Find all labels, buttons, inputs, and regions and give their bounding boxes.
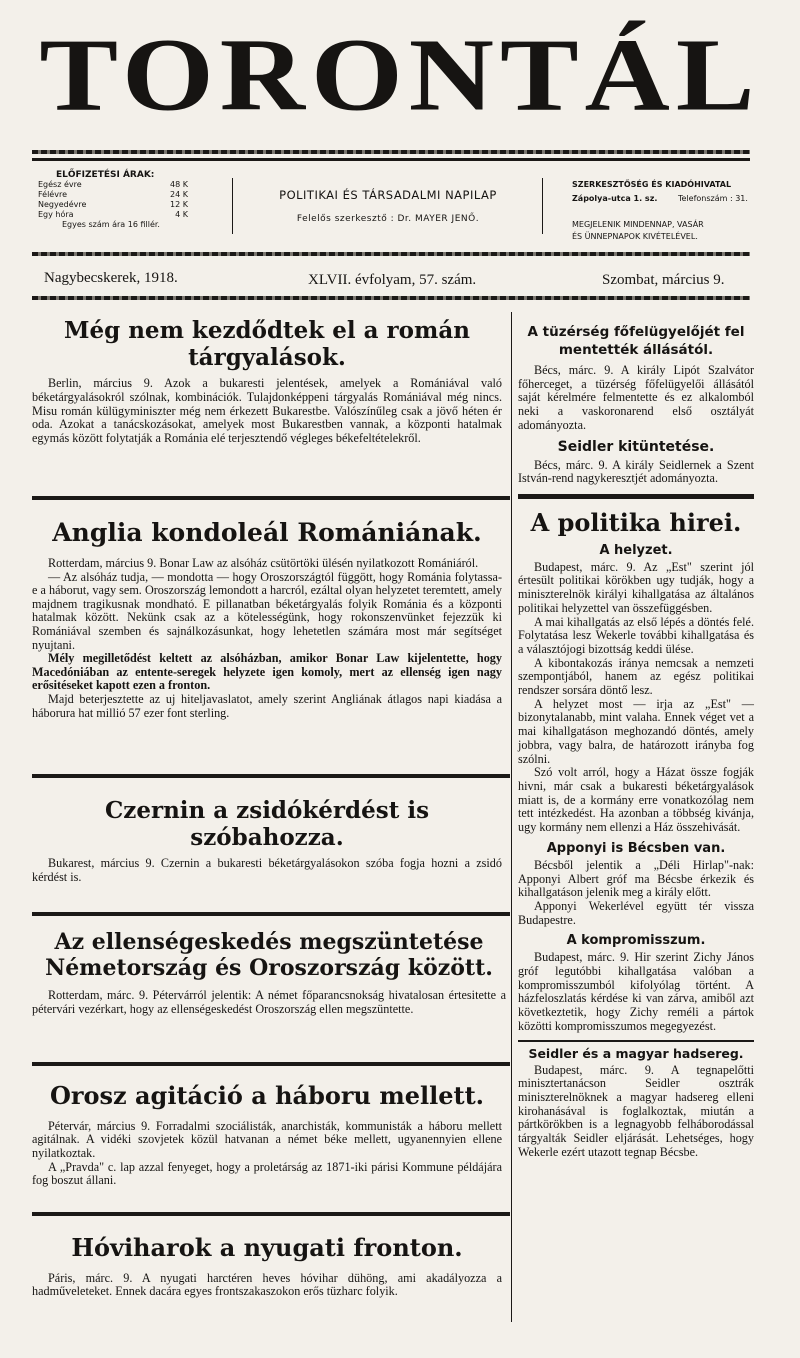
section-rule	[32, 912, 510, 916]
headline: Németország és Oroszország között.	[45, 954, 493, 981]
headline: Az ellenségeskedés megszüntetése	[54, 929, 484, 955]
column-divider	[511, 312, 512, 1322]
article-body: A mai kihallgatás az első lépés a döntés felé. Folytatása lesz Wekerle további kihallgatása és a választójogi bizottság keddi ülése.	[518, 614, 754, 656]
masthead-rule	[32, 150, 750, 154]
article-body: Apponyi Wekerlével együtt tér vissza Budapestre.	[518, 898, 754, 927]
publish-note: MEGJELENIK MINDENNAP, VASÁR	[572, 220, 704, 229]
subscription-heading: ELŐFIZETÉSI ÁRAK:	[56, 170, 155, 180]
headline: Anglia kondoleál Romániának.	[52, 518, 482, 547]
article-body-bold: Mély megilletődést keltett az alsóházban, amikor Bonar Law kijelentette, hogy Macedóniában az entente-seregek helyzete igen komoly, mert az ellenség igen nagy erősitéseket kapott ezen a fronton.	[32, 651, 502, 693]
office-phone: Telefonszám : 31.	[678, 194, 748, 203]
article-body: Budapest, márc. 9. Hir szerint Zichy János gróf legutóbbi kihallgatása valóban a kompromisszumból kifolyólag történt. A házfeloszlatás kérdése ki van zárva, amiből azt következtetik, hogy Zichy reméli a pártok közötti kompromisszumos megegyezést.	[518, 950, 754, 1033]
section-title: A politika hirei.	[530, 507, 742, 537]
article-body: Berlin, március 9. Azok a bukaresti jelentések, amelyek a Romániával való béketárgyalásokról szólnak, kombinációk. Tulajdonképpeni tárgyalás Romániával még nincs. Misu román külügyminiszter még nem érkezett Bukarestbe. Valószínűleg csak a jövő héten ér oda. Azokat a tanácskozásokat, amelyek most Bukarestben vannak, a központi hatalmak egymás között folytatják a Románia elé terjesztendő végleges békefeltételekről.	[32, 376, 502, 445]
article-body: Rotterdam, márc. 9. Pétervárról jelentik: A német főparancsnokság hivatalosan értesitette a pétervári vezérkart, hogy az ellenségeskedést Oroszország ellen megszüntette.	[32, 988, 506, 1016]
section-rule	[32, 774, 510, 778]
single-copy-price: Egyes szám ára 16 fillér.	[62, 220, 160, 229]
publish-note: ÉS ÜNNEPNAPOK KIVÉTELÉVEL.	[572, 232, 698, 241]
article-body: A kibontakozás iránya nemcsak a nemzeti szempontjából, hanem az egész politikai rendszer sorsára döntő lesz.	[518, 655, 754, 698]
masthead-title: TORONTÁL	[39, 17, 761, 133]
weekday-date: Szombat, március 9.	[602, 272, 725, 288]
subheading: A helyzet.	[599, 542, 673, 558]
article-body: Rotterdam, március 9. Bonar Law az alsóház csütörtöki ülésén nyilatkozott Romániáról.	[48, 556, 479, 570]
headline: Orosz agitáció a háboru mellett.	[49, 1081, 485, 1110]
dateline-rule	[32, 296, 750, 300]
section-rule	[518, 1040, 754, 1042]
dateline-rule	[32, 252, 750, 256]
article-body: Pétervár, március 9. Forradalmi szociálisták, anarchisták, kommunisták a háboru mellett agitálnak. A vidéki szovjetek közül hatvanan a német béke mellett, ugyanennyien ellene nyilatkoztak.	[32, 1118, 502, 1161]
section-rule	[32, 496, 510, 500]
section-rule	[518, 494, 754, 499]
subscription-row: Egy hóra 4 K	[38, 210, 188, 219]
article-body: Bukarest, március 9. Czernin a bukaresti béketárgyalásokon szóba fogja hozni a zsidó kérdést is.	[32, 856, 502, 884]
office-heading: SZERKESZTŐSÉG ÉS KIADÓHIVATAL	[572, 180, 732, 189]
subscription-row: Negyedévre 12 K	[38, 200, 188, 209]
headline: szóbahozza.	[190, 823, 344, 851]
article-body: Bécsből jelentik a „Déli Hirlap"-nak: Apponyi Albert gróf ma Bécsbe érkezik és kihallgatáson jelenik meg a király előtt.	[518, 857, 754, 900]
article-body: — Az alsóház tudja, — mondotta — hogy Oroszországtól függött, hogy Románia folytassa-e a háborut, vagy sem. Oroszország lemondott a harcról, ezáltal olyan helyzetet teremtett, amely majdnem tragikusnak mondható. E pillanatban béketárgyalás folyik Románia és a központi hatalmak között. Nekünk csak az a kötelességünk, hogy rokonszenvünket fejezzük ki Romániával szemben és sajnálkozásunkat, hogy lehetetlen számára most már segítséget nyujtani.	[32, 569, 502, 652]
article-snowstorms	[32, 1234, 502, 1299]
subscription-row: Félévre 24 K	[38, 190, 188, 199]
editor: Felelős szerkesztő : Dr. MAYER JENŐ.	[296, 214, 480, 224]
article-body: Budapest, márc. 9. A tegnapelőtti minisztertanácson Seidler osztrák miniszterelnöknek a magyar hadsereg elleni kirohanásával is foglalkoztak, miután a pártkörökben is a legnagyobb felháborodással tárgyalták Seidler eljárását. Lehetséges, hogy Wekerle ezért utazott tegnap Bécsbe.	[518, 1062, 754, 1159]
headline: Még nem kezdődtek el a román	[64, 317, 470, 344]
section-rule	[32, 1212, 510, 1216]
article-romanian-talks	[32, 318, 502, 445]
article-england-condolence	[32, 518, 502, 720]
article-body: A helyzet most — irja az „Est" — bizonytalanabb, mint valaha. Ennek véget vet a mai kihallgatáson meghozandó döntés, amely jobbra, vagy balra, de határozott irányba fog szólni.	[518, 696, 754, 766]
article-russian-agitation	[32, 1082, 502, 1188]
subheading: Seidler és a magyar hadsereg.	[528, 1045, 744, 1061]
headline: Seidler kitüntetése.	[557, 438, 715, 455]
office-address: Zápolya-utca 1. sz.	[572, 194, 658, 203]
article-body: Majd beterjesztette az uj hiteljavaslatot, amely szerint Angliának átlagos napi kiadása a háborura hat millió 57 ezer font sterling.	[32, 691, 502, 720]
article-body: Budapest, márc. 9. Az „Est" szerint jól értesült politikai körökben ugy tudják, hogy a miniszterelnök királyi kihallgatása az általános politikai helyzettel van összefüggésben.	[518, 559, 754, 615]
place-date: Nagybecskerek, 1918.	[44, 270, 178, 286]
issue-number: XLVII. évfolyam, 57. szám.	[308, 272, 477, 288]
subscription-box	[38, 170, 218, 230]
subscription-row: Egész évre 48 K	[38, 180, 188, 189]
article-body: Bécs, márc. 9. A király Lipót Szalvátor főherceget, a tüzérség főfelügyelői állásától saját kérelmére felmentette és ez alkalomból neki a vaskoronarend első osztályát adományozta.	[518, 363, 754, 432]
article-czernin	[32, 798, 502, 885]
section-rule	[32, 1062, 510, 1066]
article-ceasefire	[32, 930, 506, 1016]
headline: Hóviharok a nyugati fronton.	[71, 1233, 463, 1262]
article-body: A „Pravda" c. lap azzal fenyeget, hogy a proletárság az 1871-iki párisi Kommune példájára fog boszut állani.	[32, 1159, 502, 1188]
masthead-divider	[232, 178, 233, 234]
masthead-divider	[542, 178, 543, 234]
article-body: Páris, márc. 9. A nyugati harctéren heves hóvihar dühöng, ami akadályozza a hadműveleteket. Ennek dacára egyes frontszakaszokon erős tüzharc folyik.	[32, 1270, 502, 1299]
subheading: A kompromisszum.	[566, 933, 706, 949]
headline: mentették állásától.	[558, 342, 714, 358]
article-body: Bécs, márc. 9. A király Seidlernek a Szent István-rend nagykeresztjét adományozta.	[518, 457, 754, 486]
subtitle: POLITIKAI ÉS TÁRSADALMI NAPILAP	[279, 188, 497, 202]
headline: tárgyalások.	[188, 343, 346, 371]
masthead-rule-2	[32, 158, 750, 161]
headline: Czernin a zsidókérdést is	[104, 797, 430, 824]
article-body: Szó volt arról, hogy a Házat össze fogják hivni, már csak a bukaresti béketárgyalások miatt is, de a kormány erre vonatkozólag nem tett intézkedést. Ha azonban a többség kivánja, ugy kormány nem ellenzi a Ház összehivását.	[518, 765, 754, 835]
headline: A tüzérség főfelügyelőjét fel	[527, 324, 745, 340]
right-column	[518, 322, 754, 1159]
subheading: Apponyi is Bécsben van.	[546, 840, 726, 856]
